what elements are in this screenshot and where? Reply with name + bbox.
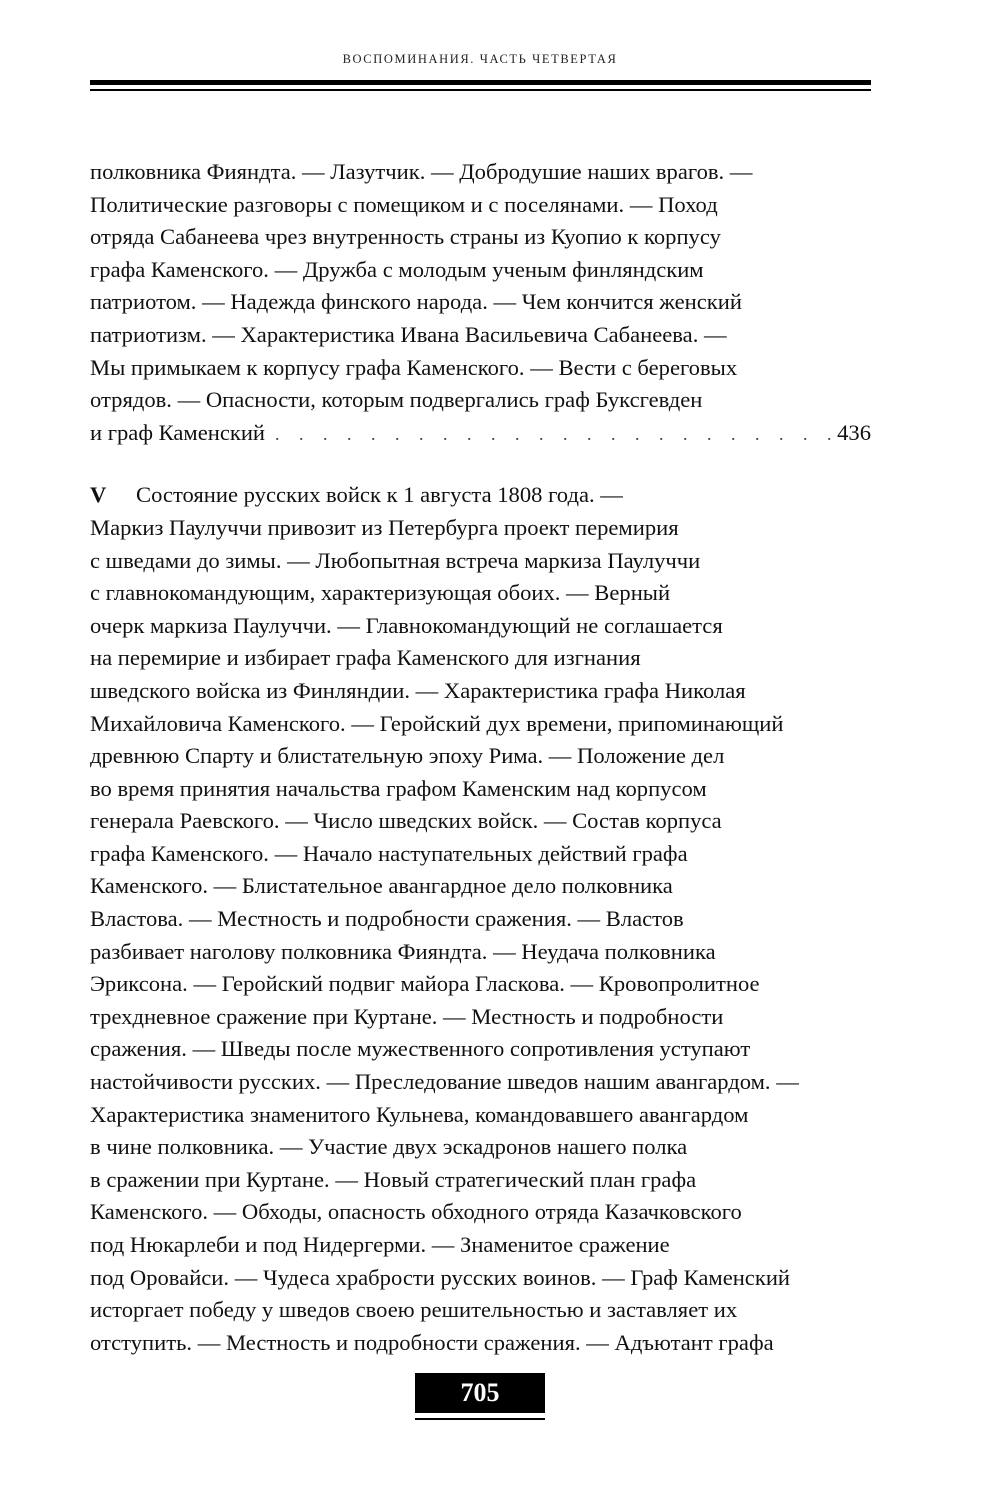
toc-line: патриотизм. — Характеристика Ивана Васильевича Сабанеева. — bbox=[90, 321, 727, 347]
toc-line-text: и граф Каменский bbox=[90, 419, 266, 445]
header-rule-thick bbox=[90, 80, 871, 85]
toc-line: отрядов. — Опасности, которым подвергались граф Буксгевден bbox=[90, 387, 703, 413]
toc-entry-continued bbox=[90, 156, 871, 449]
toc-entry-heading bbox=[90, 479, 871, 512]
running-head: ВОСПОМИНАНИЯ. ЧАСТЬ ЧЕТВЕРТАЯ bbox=[342, 52, 618, 66]
toc-entry-v bbox=[90, 479, 871, 1359]
page-number: 705 bbox=[415, 1373, 545, 1413]
toc-line: исторгает победу у шведов своею решительностью и заставляет их bbox=[90, 1297, 738, 1323]
toc-line: Мы примыкаем к корпусу графа Каменского. — Вести с береговых bbox=[90, 354, 738, 380]
toc-line: Характеристика знаменитого Кульнева, командовавшего авангардом bbox=[90, 1101, 749, 1127]
toc-page-number: 436 bbox=[837, 419, 871, 445]
toc-line: под Нюкарлеби и под Нидергерми. — Знаменитое сражение bbox=[90, 1232, 670, 1257]
toc-line: генерала Раевского. — Число шведских войск. — Состав корпуса bbox=[90, 808, 722, 834]
toc-line: графа Каменского. — Начало наступательных действий графа bbox=[90, 840, 688, 866]
table-of-contents bbox=[90, 156, 871, 1389]
toc-line: шведского войска из Финляндии. — Характеристика графа Николая bbox=[90, 677, 746, 703]
toc-line: сражения. — Шведы после мужественного сопротивления уступают bbox=[90, 1036, 751, 1062]
toc-line: Каменского. — Обходы, опасность обходного отряда Казачковского bbox=[90, 1199, 742, 1225]
toc-line: во время принятия начальства графом Каменским над корпусом bbox=[90, 775, 707, 801]
toc-line: Политические разговоры с помещиком и с поселянами. — Поход bbox=[90, 191, 718, 217]
toc-line: с шведами до зимы. — Любопытная встреча маркиза Паулуччи bbox=[90, 547, 701, 573]
toc-line: на перемирие и избирает графа Каменского для изгнания bbox=[90, 645, 641, 671]
toc-line: трехдневное сражение при Куртане. — Местность и подробности bbox=[90, 1003, 724, 1029]
toc-line: графа Каменского. — Дружба с молодым ученым финляндским bbox=[90, 256, 704, 282]
toc-line: древнюю Спарту и блистательную эпоху Рима. — Положение дел bbox=[90, 743, 725, 769]
toc-line: патриотом. — Надежда финского народа. — Чем кончится женский bbox=[90, 289, 742, 315]
toc-line-text: Состояние русских войск к 1 августа 1808 года. — bbox=[136, 482, 623, 508]
toc-line: в чине полковника. — Участие двух эскадронов нашего полка bbox=[90, 1134, 688, 1160]
chapter-numeral: V bbox=[90, 482, 107, 508]
toc-line: с главнокомандующим, характеризующая обоих. — Верный bbox=[90, 580, 671, 606]
toc-line: отступить. — Местность и подробности сражения. — Адъютант графа bbox=[90, 1329, 774, 1355]
page-number-rule bbox=[415, 1418, 545, 1420]
toc-line: Эриксона. — Геройский подвиг майора Гласкова. — Кровопролитное bbox=[90, 971, 760, 997]
toc-line: в сражении при Куртане. — Новый стратегический план графа bbox=[90, 1166, 697, 1192]
toc-line: Михайловича Каменского. — Геройский дух времени, припоминающий bbox=[90, 710, 784, 736]
toc-line: настойчивости русских. — Преследование шведов нашим авангардом. — bbox=[90, 1069, 799, 1095]
toc-line: Властова. — Местность и подробности сражения. — Властов bbox=[90, 906, 684, 932]
dot-leader bbox=[275, 418, 831, 451]
toc-line: Маркиз Паулуччи привозит из Петербурга проект перемирия bbox=[90, 514, 679, 540]
toc-line: разбивает наголову полковника Фияндта. — Неудача полковника bbox=[90, 938, 716, 964]
toc-line: отряда Сабанеева чрез внутренность страны из Куопио к корпусу bbox=[90, 224, 721, 250]
toc-line: под Оровайси. — Чудеса храбрости русских воинов. — Граф Каменский bbox=[90, 1264, 790, 1290]
header-rule-thin bbox=[90, 89, 871, 91]
toc-line-with-leader bbox=[90, 417, 871, 450]
toc-line: полковника Фияндта. — Лазутчик. — Добродушие наших врагов. — bbox=[90, 159, 753, 184]
toc-line: Каменского. — Блистательное авангардное дело полковника bbox=[90, 873, 673, 899]
toc-line: очерк маркиза Паулуччи. — Главнокомандующий не соглашается bbox=[90, 612, 723, 638]
